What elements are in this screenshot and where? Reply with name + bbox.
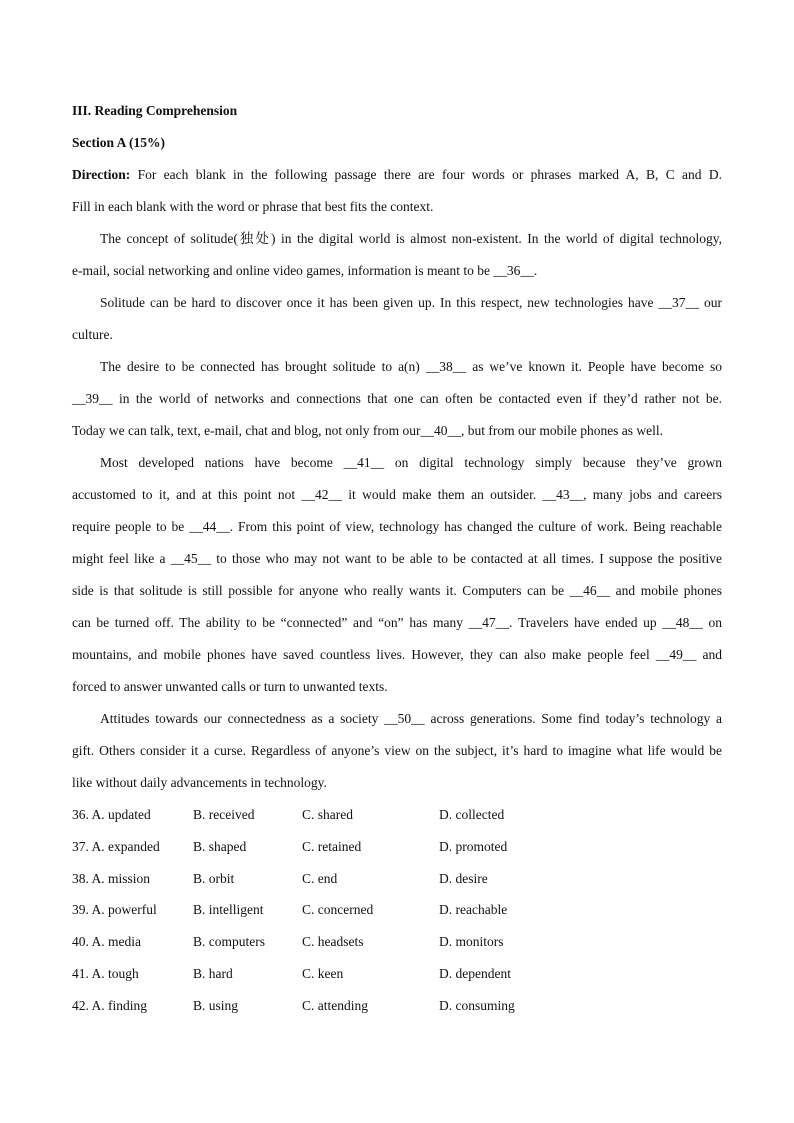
option-b: B. hard xyxy=(193,965,233,981)
option-b: B. orbit xyxy=(193,870,235,886)
question-row-42 xyxy=(72,993,722,1025)
question-row-37 xyxy=(72,834,722,866)
option-b: B. shaped xyxy=(193,838,247,854)
option-a: 37. A. expanded xyxy=(72,838,160,854)
document-page xyxy=(72,98,722,1025)
option-d: D. dependent xyxy=(439,965,511,981)
passage-line: Today we can talk, text, e-mail, chat and blog, not only from our__40__, but from our mobile phones as well. xyxy=(72,423,664,438)
option-b: B. using xyxy=(193,997,239,1013)
option-a: 41. A. tough xyxy=(72,965,139,981)
option-c: C. keen xyxy=(302,965,344,981)
option-c: C. retained xyxy=(302,838,362,854)
passage-line: culture. xyxy=(72,327,113,342)
passage-line: side is that solitude is still possible for anyone who really wants it. Computers can be __46__ and mobile phones xyxy=(72,583,722,598)
passage-line: Solitude can be hard to discover once it has been given up. In this respect, new technologies have __37__ our xyxy=(100,295,722,310)
option-b: B. received xyxy=(193,807,255,822)
question-row-36 xyxy=(72,802,722,834)
option-b: B. computers xyxy=(193,934,265,950)
option-c: C. concerned xyxy=(302,902,374,918)
direction-line-1 xyxy=(72,162,722,194)
passage-line: forced to answer unwanted calls or turn to unwanted texts. xyxy=(72,679,388,694)
passage-line: gift. Others consider it a curse. Regardless of anyone’s view on the subject, it’s hard to imagine what life would be xyxy=(72,743,722,758)
passage-line: mountains, and mobile phones have saved countless lives. However, they can also make people feel __49__ and xyxy=(72,647,722,662)
passage-line: Most developed nations have become __41__ on digital technology simply because they’ve grown xyxy=(100,455,722,470)
question-row-39 xyxy=(72,897,722,929)
direction-line-2: Fill in each blank with the word or phrase that best fits the context. xyxy=(72,199,434,214)
passage-line: The concept of solitude(独处) in the digital world is almost non-existent. In the world of digital technology, xyxy=(100,231,722,246)
option-d: D. collected xyxy=(439,807,505,822)
question-row-38 xyxy=(72,866,722,898)
option-c: C. attending xyxy=(302,997,368,1013)
passage-line: require people to be __44__. From this point of view, technology has changed the culture of work. Being reachable xyxy=(72,519,722,534)
direction-text: For each blank in the following passage there are four words or phrases marked A, B, C and D. xyxy=(137,167,723,182)
passage-line: __39__ in the world of networks and connections that one can often be contacted even if they’d rather not be. xyxy=(72,391,722,406)
option-d: D. monitors xyxy=(439,934,504,950)
option-c: C. shared xyxy=(302,807,353,822)
option-a: 38. A. mission xyxy=(72,870,151,886)
option-b: B. intelligent xyxy=(193,902,264,918)
passage-line: accustomed to it, and at this point not __42__ it would make them an outsider. __43__, many jobs and careers xyxy=(72,487,722,502)
option-a: 36. A. updated xyxy=(72,807,151,822)
option-d: D. desire xyxy=(439,870,488,886)
option-d: D. consuming xyxy=(439,997,515,1013)
option-a: 39. A. powerful xyxy=(72,902,157,918)
option-c: C. end xyxy=(302,870,338,886)
option-d: D. promoted xyxy=(439,838,508,854)
option-d: D. reachable xyxy=(439,902,508,918)
passage-line: e-mail, social networking and online video games, information is meant to be __36__. xyxy=(72,263,538,278)
passage-line: like without daily advancements in technology. xyxy=(72,775,327,790)
passage-line: might feel like a __45__ to those who may not want to be able to be contacted at all times. I suppose the positive xyxy=(72,551,722,566)
option-a: 42. A. finding xyxy=(72,997,148,1013)
passage-line: can be turned off. The ability to be “connected” and “on” has many __47__. Travelers have ended up __48__ on xyxy=(72,615,722,630)
question-row-41 xyxy=(72,961,722,993)
passage-line: Attitudes towards our connectedness as a society __50__ across generations. Some find today’s technology a xyxy=(100,711,722,726)
option-c: C. headsets xyxy=(302,934,364,950)
section-title: Section A (15%) xyxy=(72,135,165,150)
passage-line: The desire to be connected has brought solitude to a(n) __38__ as we’ve known it. People have become so xyxy=(100,359,722,374)
section-heading: III. Reading Comprehension xyxy=(72,103,238,118)
option-a: 40. A. media xyxy=(72,934,141,950)
direction-label: Direction: xyxy=(72,167,131,182)
question-row-40 xyxy=(72,929,722,961)
